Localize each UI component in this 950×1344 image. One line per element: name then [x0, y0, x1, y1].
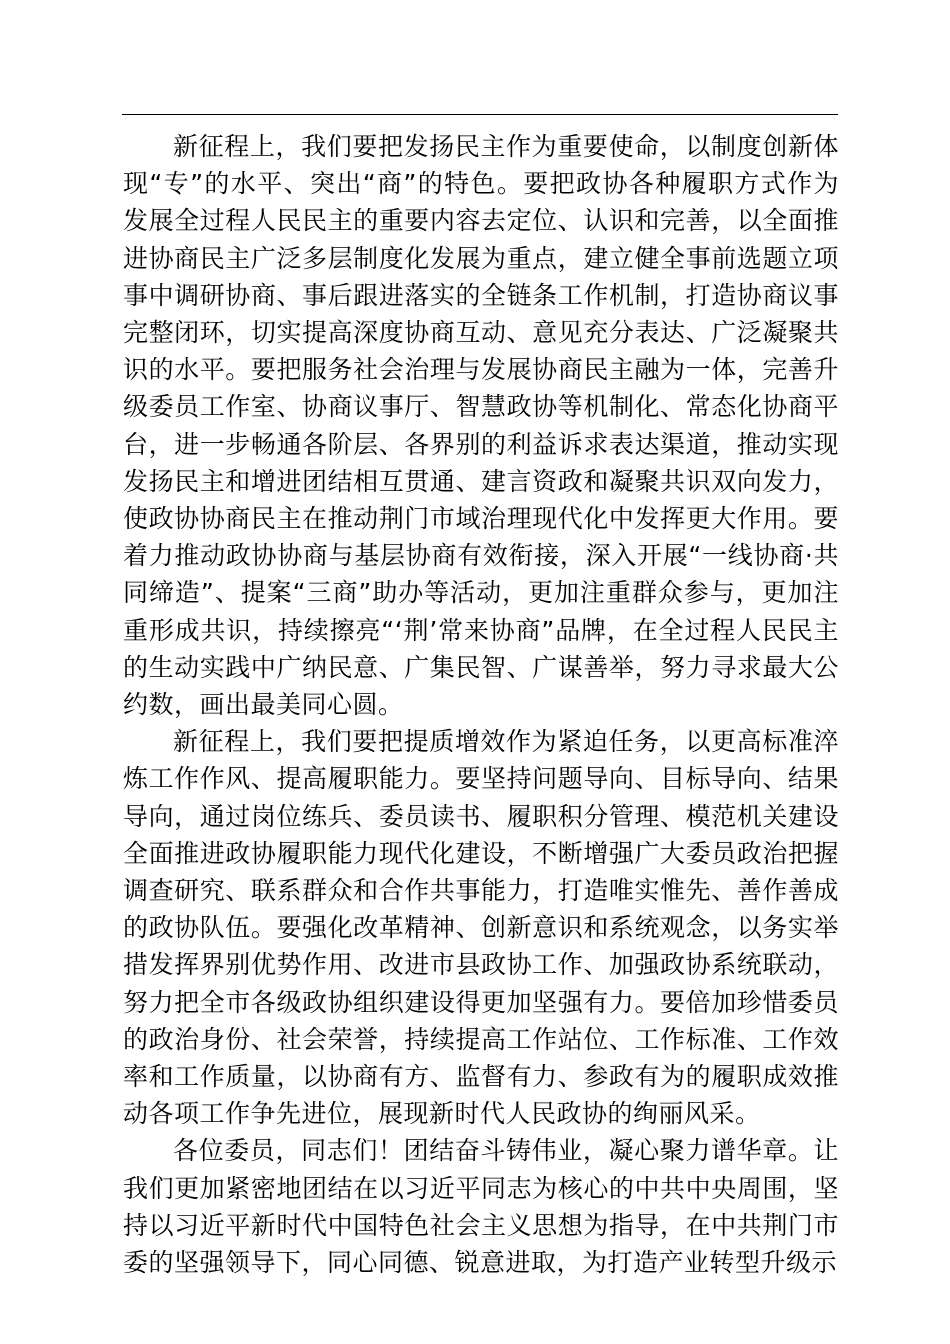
body-text: [123, 128, 839, 1281]
header-rule: [122, 114, 838, 115]
paragraph-closing: 各位委员，同志们！团结奋斗铸伟业，凝心聚力谱华章。让我们更加紧密地团结在以习近平同志为核心的中共中央周围，坚持以习近平新时代中国特色社会主义思想为指导，在中共荆门市委的坚强领导下，同心同德、锐意进取，为打造产业转型升级示: [123, 1136, 839, 1278]
paragraph-democracy: 新征程上，我们要把发扬民主作为重要使命，以制度创新体现“专”的水平、突出“商”的特色。要把政协各种履职方式作为发展全过程人民民主的重要内容去定位、认识和完善，以全面推进协商民主广泛多层制度化发展为重点，建立健全事前选题立项事中调研协商、事后跟进落实的全链条工作机制，打造协商议事完整闭环，切实提高深度协商互动、意见充分表达、广泛凝聚共识的水平。要把服务社会治理与发展协商民主融为一体，完善升级委员工作室、协商议事厅、智慧政协等机制化、常态化协商平台，进一步畅通各阶层、各界别的利益诉求表达渠道，推动实现发扬民主和增进团结相互贯通、建言资政和凝聚共识双向发力，使政协协商民主在推动荆门市域治理现代化中发挥更大作用。要着力推动政协协商与基层协商有效衔接，深入开展“一线协商·共同缔造”、提案“三商”助办等活动，更加注重群众参与，更加注重形成共识，持续擦亮“‘荆’常来协商”品牌，在全过程人民民主的生动实践中广纳民意、广集民智、广谋善举，努力寻求最大公约数，画出最美同心圆。: [123, 132, 839, 720]
paragraph-efficiency: 新征程上，我们要把提质增效作为紧迫任务，以更高标准淬炼工作作风、提高履职能力。要坚持问题导向、目标导向、结果导向，通过岗位练兵、委员读书、履职积分管理、模范机关建设全面推进政协履职能力现代化建设，不断增强广大委员政治把握调查研究、联系群众和合作共事能力，打造唯实惟先、善作善成的政协队伍。要强化改革精神、创新意识和系统观念，以务实举措发挥界别优势作用、改进市县政协工作、加强政协系统联动，努力把全市各级政协组织建设得更加坚强有力。要倍加珍惜委员的政治身份、社会荣誉，持续提高工作站位、工作标准、工作效率和工作质量，以协商有方、监督有力、参政有为的履职成效推动各项工作争先进位，展现新时代人民政协的绚丽风采。: [123, 727, 839, 1129]
